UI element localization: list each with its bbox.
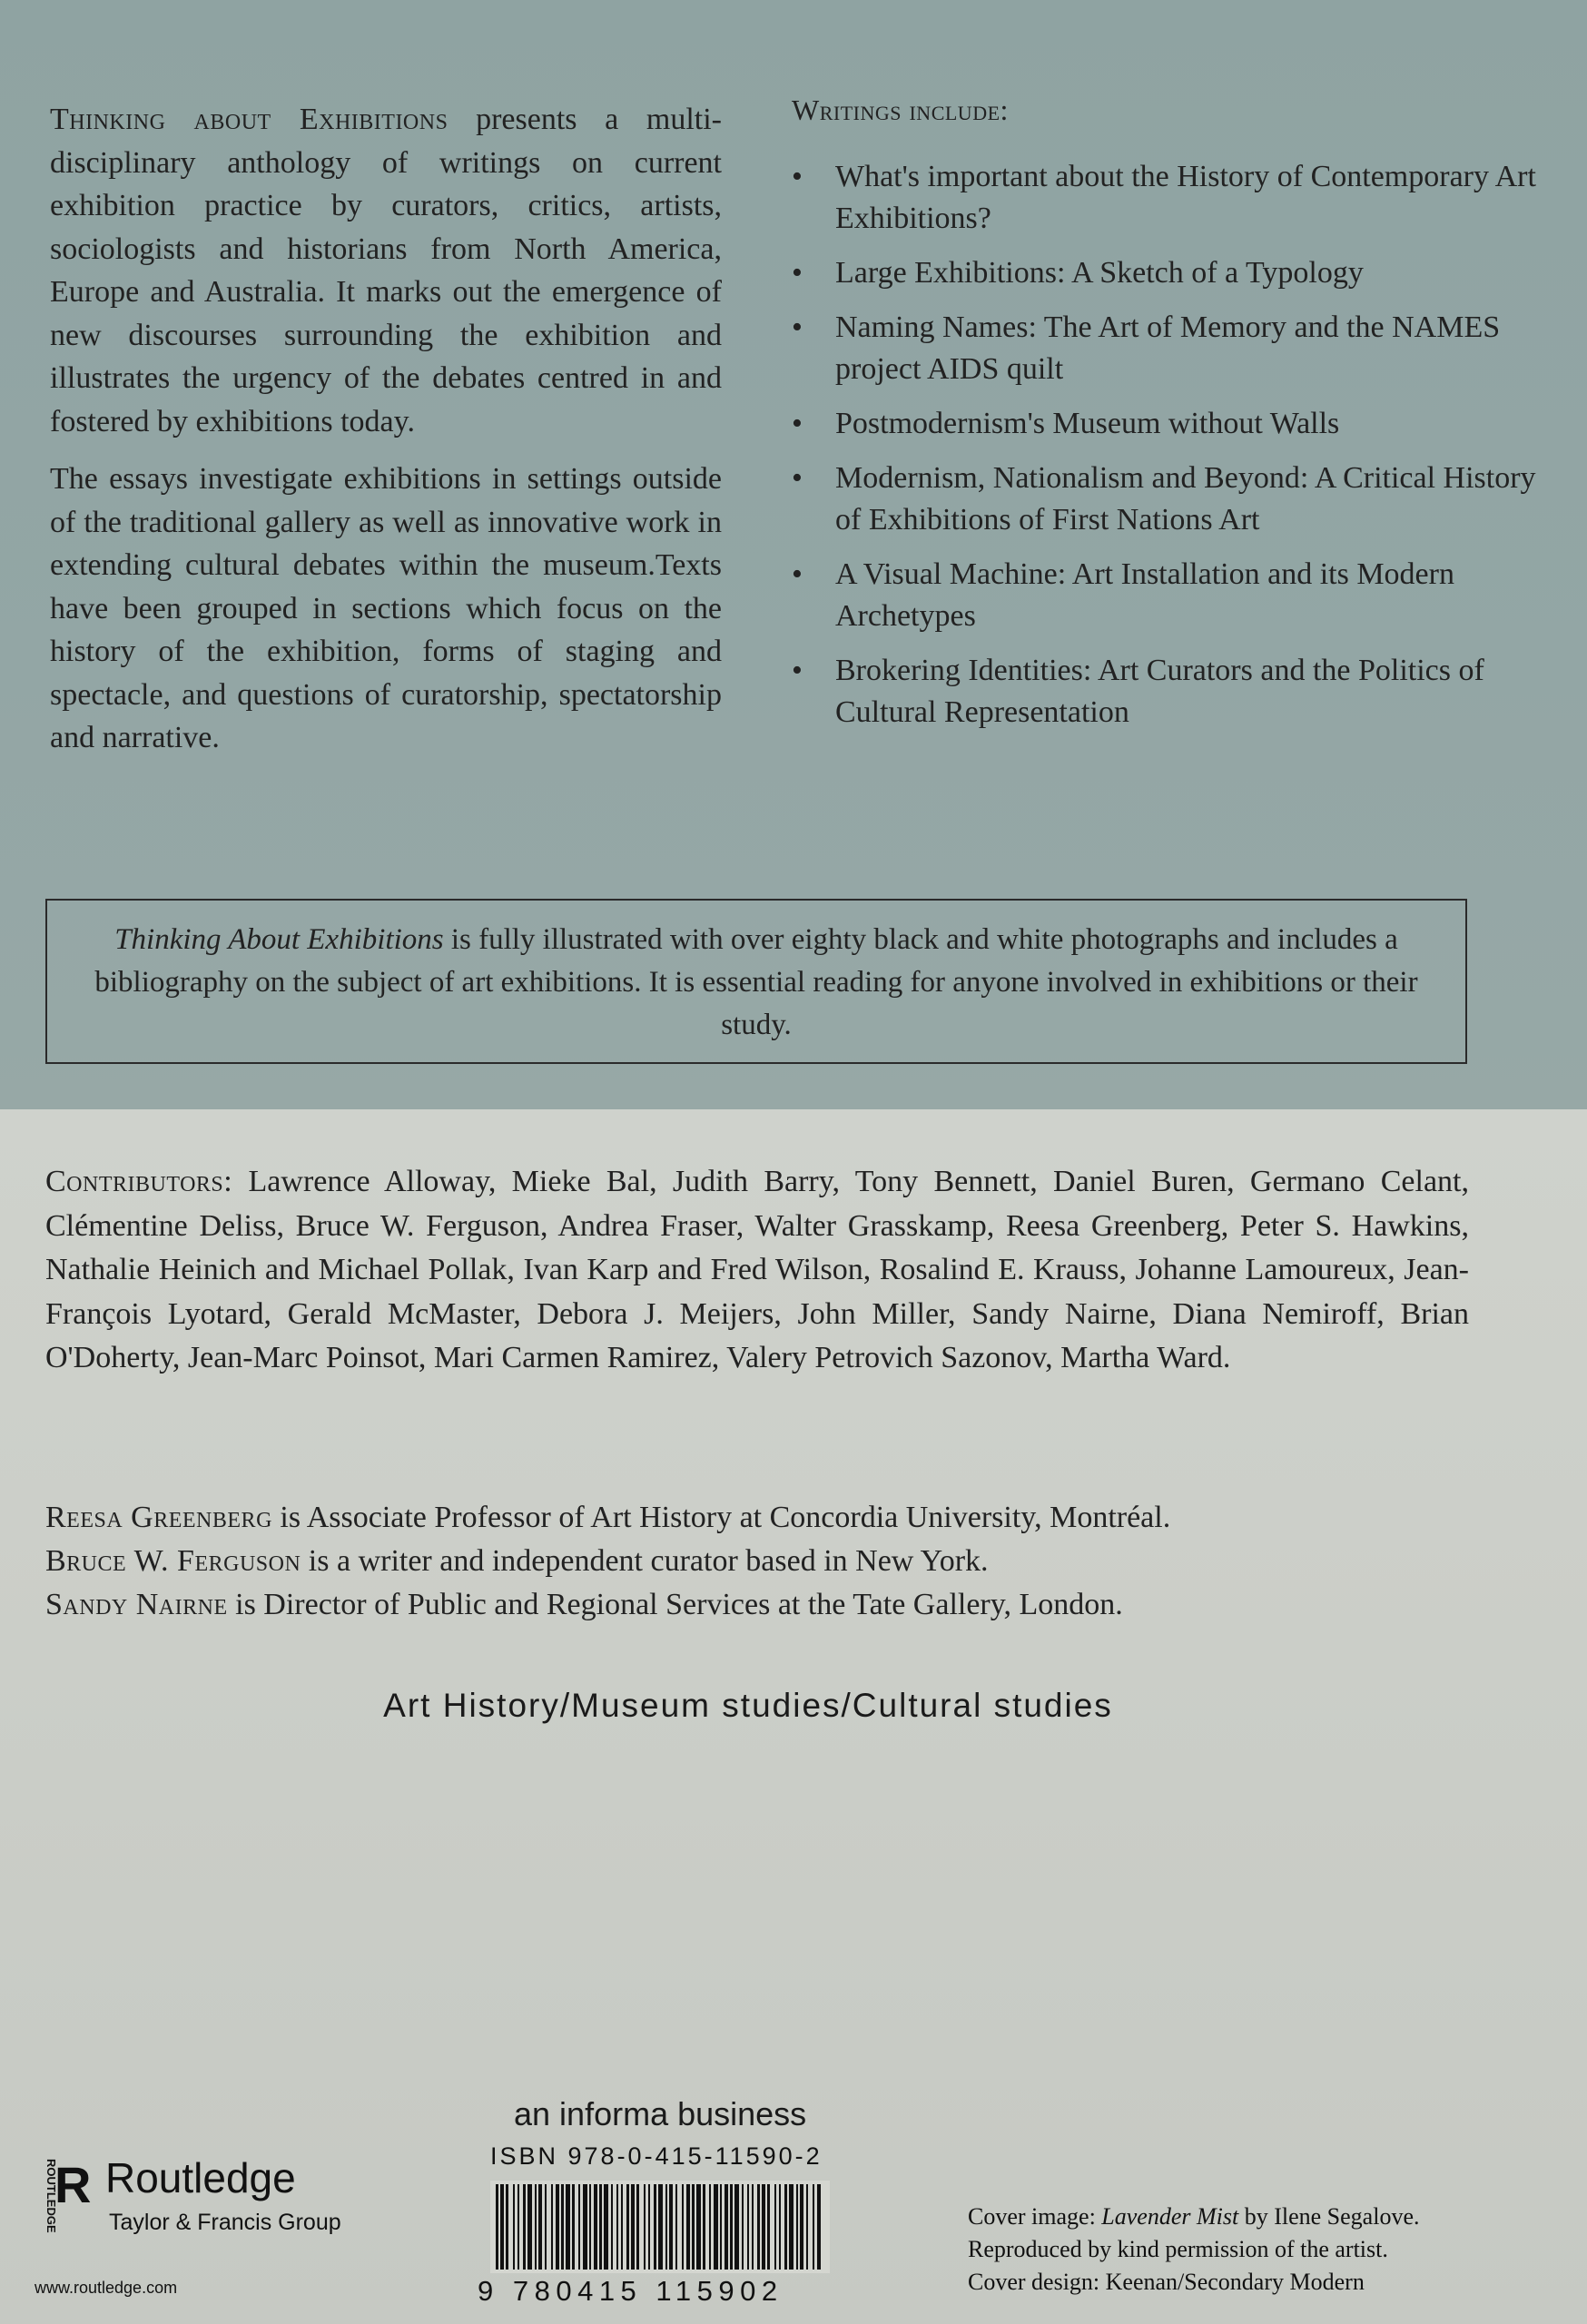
barcode-bar [696,2184,701,2270]
list-item [792,156,1554,240]
list-item-text: Postmodernism's Museum without Walls [835,407,1340,440]
editor-bio-text: is Associate Professor of Art History at Concordia University, Montréal. [271,1501,1171,1534]
credit-title: Lavender Mist [1101,2203,1239,2230]
bullet-icon: • [792,256,803,290]
publisher-tagline: an informa business [514,2095,807,2132]
routledge-logo-icon [34,2155,98,2240]
editor-name: Reesa Greenberg [45,1501,272,1534]
barcode-bar [709,2184,711,2270]
barcode-bar [714,2184,718,2270]
intro-lead-title: Thinking about Exhibitions [50,103,448,136]
barcode-bar [817,2184,821,2270]
list-item [792,458,1554,541]
barcode-bar [604,2184,608,2270]
barcode-bar [774,2184,776,2270]
barcode-bar [506,2184,508,2270]
list-item [792,252,1554,294]
barcode-bar [631,2184,635,2270]
editor-bio-text: is Director of Public and Regional Services at the Tate Gallery, London. [227,1588,1123,1621]
barcode-bar [757,2184,760,2270]
barcode-bar [800,2184,803,2270]
barcode-bar [496,2184,498,2270]
barcode-bar [806,2184,808,2270]
barcode-bar [616,2184,618,2270]
intro-paragraph-1-body: presents a multi-disciplinary anthology of writings on current exhibition practice by curators, critics, artists, sociologists and historians from North America, Europe and Australia. It marks out the emergence of new discourses surrounding the exhibition and illustrates the urgency of the debates centred in and fostered by exhibitions today. [50,103,722,438]
barcode-bar [535,2184,537,2270]
barcode-bar [589,2184,591,2270]
bullet-icon: • [792,407,803,440]
barcode-bar [762,2184,765,2270]
list-item-text: A Visual Machine: Art Installation and its Modern Archetypes [835,557,1454,633]
barcode-bar [594,2184,597,2270]
barcode-bar [813,2184,814,2270]
barcode-bar [556,2184,559,2270]
barcode-bar [675,2184,677,2270]
barcode-icon [490,2181,830,2273]
intro-text [50,98,722,774]
barcode-bar [789,2184,794,2270]
barcode-bar [599,2184,602,2270]
barcode-bar [658,2184,663,2270]
barcode-bar [626,2184,629,2270]
barcode-bar [648,2184,650,2270]
editor-name: Sandy Nairne [45,1588,228,1621]
barcode-bar [538,2184,542,2270]
intro-paragraph-1 [50,98,722,443]
barcode-bar [527,2184,532,2270]
list-item [792,650,1554,734]
contributors-text [45,1160,1469,1381]
barcode-bar [523,2184,526,2270]
logo-letter: R [54,2156,92,2213]
barcode-bar [784,2184,787,2270]
barcode-bar [779,2184,781,2270]
barcode-bar [682,2184,684,2270]
barcode-bar [703,2184,705,2270]
list-item-text: Modernism, Nationalism and Beyond: A Critical History of Exhibitions of First Nations Art [835,461,1536,537]
publisher-url: www.routledge.com [34,2279,178,2297]
barcode-number: 9 780415 115902 [478,2275,784,2307]
intro-paragraph-2: The essays investigate exhibitions in settings outside of the traditional gallery as well as innovative work in extending cultural debates within the museum.Texts have been grouped in sections which focus on the history of the exhibition, forms of staging and spectacle, and questions of curatorship, spectatorship and narrative. [50,462,722,754]
barcode-bar [545,2184,547,2270]
writings-list-section [792,89,1554,746]
barcode-bar [636,2184,639,2270]
bullet-icon: • [792,461,803,495]
list-item-text: Naming Names: The Art of Memory and the NAMES project AIDS quilt [835,310,1501,386]
boxed-summary [45,899,1467,1064]
barcode-bar [572,2184,575,2270]
isbn-label: ISBN 978-0-415-11590-2 [490,2142,823,2170]
editor-name: Bruce W. Ferguson [45,1544,301,1578]
list-item [792,307,1554,390]
list-item [792,403,1554,445]
editor-bio-text: is a writer and independent curator based in New York. [301,1544,989,1578]
barcode-bar [734,2184,739,2270]
subject-category: Art History/Museum studies/Cultural studies [383,1687,1113,1724]
contributors-names: Lawrence Alloway, Mieke Bal, Judith Barry, Tony Bennett, Daniel Buren, Germano Celant, Clémentine Deliss, Bruce W. Ferguson, Andrea Fraser, Walter Grasskamp, Reesa Greenberg, Peter S. Hawkins, Nathalie Heinich and Michael Pollak, Ivan Karp and Fred Wilson, Rosalind E. Krauss, Johanne Lamoureux, Jean-François Lyotard, Gerald McMaster, Debora J. Meijers, John Miller, Sandy Nairne, Diana Nemiroff, Brian O'Doherty, Jean-Marc Poinsot, Mari Carmen Ramirez, Valery Petrovich Sazonov, Martha Ward. [45,1165,1469,1374]
bullet-icon: • [792,310,803,344]
barcode-bar [724,2184,728,2270]
barcode-bar [513,2184,515,2270]
barcode-bar [720,2184,722,2270]
cover-credit-line [968,2201,1549,2233]
barcode-bar [611,2184,613,2270]
logo-vertical-text: ROUTLEDGE [44,2159,58,2233]
boxed-summary-text: is fully illustrated with over eighty black and white photographs and includes a bibliography on the subject of art exhibitions. It is essential reading for anyone involved in exhibitions or their study. [94,923,1418,1041]
writings-list [792,156,1554,734]
barcode-bar [796,2184,798,2270]
editor-bio [45,1540,1498,1583]
bullet-icon: • [792,160,803,193]
barcode-bar [644,2184,646,2270]
credit-suffix: by Ilene Segalove. [1238,2203,1420,2230]
publisher-name: Routledge [105,2154,296,2201]
cover-credits [968,2201,1549,2299]
barcode-bar [621,2184,623,2270]
barcode-bar [500,2184,504,2270]
editor-bio [45,1583,1498,1627]
barcode-bar [561,2184,564,2270]
list-item-text: Brokering Identities: Art Curators and the Politics of Cultural Representation [835,654,1484,729]
barcode-bar [669,2184,673,2270]
barcode-bar [566,2184,570,2270]
barcode-bar [692,2184,695,2270]
contributors-label: Contributors: [45,1165,233,1198]
barcode-bar [767,2184,770,2270]
bullet-icon: • [792,557,803,591]
list-item [792,554,1554,637]
barcode-bar [752,2184,754,2270]
barcode-bar [551,2184,553,2270]
list-item-text: What's important about the History of Contemporary Art Exhibitions? [835,160,1536,235]
barcode-bar [742,2184,744,2270]
credit-prefix: Cover image: [968,2203,1102,2230]
list-item-text: Large Exhibitions: A Sketch of a Typology [835,256,1364,290]
cover-credit-line: Reproduced by kind permission of the artist. [968,2236,1388,2262]
cover-credit-line: Cover design: Keenan/Secondary Modern [968,2269,1365,2295]
barcode-bar [654,2184,656,2270]
barcode-bar [686,2184,690,2270]
barcode-bar [518,2184,519,2270]
barcode-bar [583,2184,587,2270]
barcode-bar [578,2184,580,2270]
writings-heading: Writings include: [792,94,1009,126]
editor-bio [45,1496,1498,1540]
barcode-bar [665,2184,667,2270]
barcode-bar [730,2184,733,2270]
boxed-summary-title: Thinking About Exhibitions [114,923,444,956]
bullet-icon: • [792,654,803,687]
barcode-bar [747,2184,749,2270]
publisher-group: Taylor & Francis Group [109,2210,341,2235]
editor-bios [45,1496,1498,1627]
